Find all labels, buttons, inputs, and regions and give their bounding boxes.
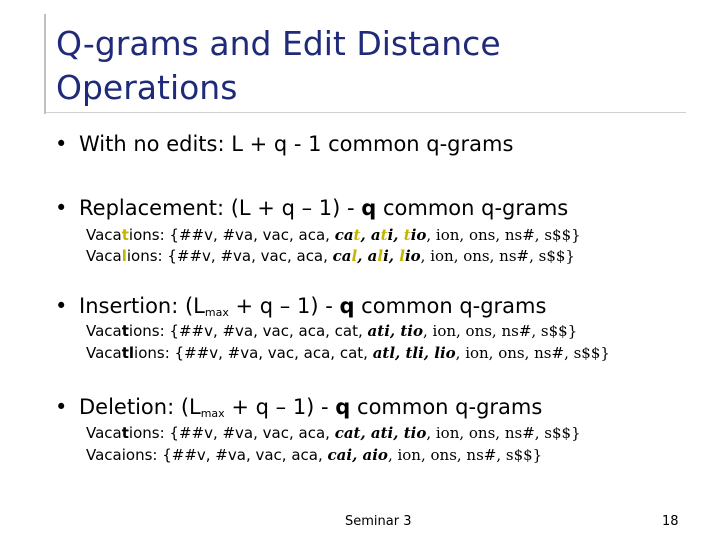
bullet-q-bold: q bbox=[361, 196, 377, 220]
bullet-text: Insertion: (L bbox=[79, 294, 205, 318]
qgram-list: ions: {##v, #va, vac, aca, cat, bbox=[134, 344, 373, 362]
bullet-q-bold: q bbox=[339, 294, 355, 318]
word-part: Vaca bbox=[86, 344, 122, 362]
qgram-list-rest: , ion, ons, ns#, s$$} bbox=[387, 446, 543, 464]
qgram-list-rest: , ion, ons, ns#, s$$} bbox=[422, 322, 578, 340]
qgram-list: ions: {##v, #va, vac, aca, bbox=[128, 424, 335, 442]
qgram-list-rest: , ion, ons, ns#, s$$} bbox=[420, 247, 575, 265]
affected-qgrams: cat, ati, tio bbox=[334, 424, 427, 442]
replacement-example-2 bbox=[86, 246, 575, 267]
affected-qgrams: cai, aio bbox=[327, 446, 388, 464]
bullet-dot: • bbox=[55, 395, 68, 419]
edited-char: tl bbox=[121, 344, 135, 362]
bullet-text-mid: + q – 1) - bbox=[228, 294, 340, 318]
subscript-max: max bbox=[204, 306, 229, 319]
title-accent-rule bbox=[44, 14, 46, 114]
bullet-q-bold: q bbox=[335, 395, 351, 419]
replacement-example-1 bbox=[86, 225, 581, 246]
qgram-list-rest: , ion, ons, ns#, s$$} bbox=[455, 344, 610, 362]
edited-char: l bbox=[121, 247, 127, 265]
bullet-text-tail: common q-grams bbox=[354, 294, 547, 318]
bullet-text-mid: + q – 1) - bbox=[224, 395, 336, 419]
edited-char: t bbox=[121, 424, 129, 442]
insertion-example-2 bbox=[86, 343, 610, 364]
footer-label: Seminar 3 bbox=[345, 514, 412, 529]
word-part: Vaca bbox=[86, 226, 122, 244]
bullet-text: With no edits: L + q - 1 common q-grams bbox=[79, 132, 514, 156]
word-part: Vaca bbox=[86, 322, 122, 340]
title-line-2: Operations bbox=[56, 68, 238, 107]
bullet-replacement bbox=[55, 195, 568, 221]
deletion-example-1 bbox=[86, 423, 581, 444]
affected-qgrams: cal, ali, lio bbox=[332, 247, 421, 265]
word-part: Vaca bbox=[86, 424, 122, 442]
bullet-text-tail: common q-grams bbox=[350, 395, 543, 419]
qgram-list: ions: {##v, #va, vac, aca, cat, bbox=[128, 322, 368, 340]
bullet-text-tail: common q-grams bbox=[376, 196, 569, 220]
deletion-example-2 bbox=[86, 445, 542, 466]
word-part: Vaca bbox=[86, 247, 122, 265]
qgram-list-rest: , ion, ons, ns#, s$$} bbox=[426, 226, 581, 244]
bullet-no-edits bbox=[55, 131, 513, 157]
title-line-1: Q-grams and Edit Distance bbox=[56, 24, 501, 63]
affected-qgrams: ati, tio bbox=[367, 322, 423, 340]
edited-char: t bbox=[121, 322, 129, 340]
qgram-list: ions: {##v, #va, vac, aca, bbox=[126, 247, 333, 265]
qgram-list: Vacaions: {##v, #va, vac, aca, bbox=[86, 446, 328, 464]
bullet-text: Deletion: (L bbox=[79, 395, 201, 419]
affected-qgrams: atl, tli, lio bbox=[372, 344, 456, 362]
insertion-example-1 bbox=[86, 321, 577, 342]
subscript-max: max bbox=[200, 407, 225, 420]
bullet-dot: • bbox=[55, 132, 68, 156]
affected-qgrams: cat, ati, tio bbox=[334, 226, 427, 244]
edited-char: t bbox=[121, 226, 129, 244]
page-number: 18 bbox=[662, 514, 679, 529]
qgram-list: ions: {##v, #va, vac, aca, bbox=[128, 226, 335, 244]
bullet-text: Replacement: (L + q – 1) - bbox=[79, 196, 362, 220]
slide-title bbox=[56, 22, 576, 110]
bullet-dot: • bbox=[55, 294, 68, 318]
title-underline bbox=[46, 112, 686, 113]
bullet-dot: • bbox=[55, 196, 68, 220]
qgram-list-rest: , ion, ons, ns#, s$$} bbox=[426, 424, 581, 442]
